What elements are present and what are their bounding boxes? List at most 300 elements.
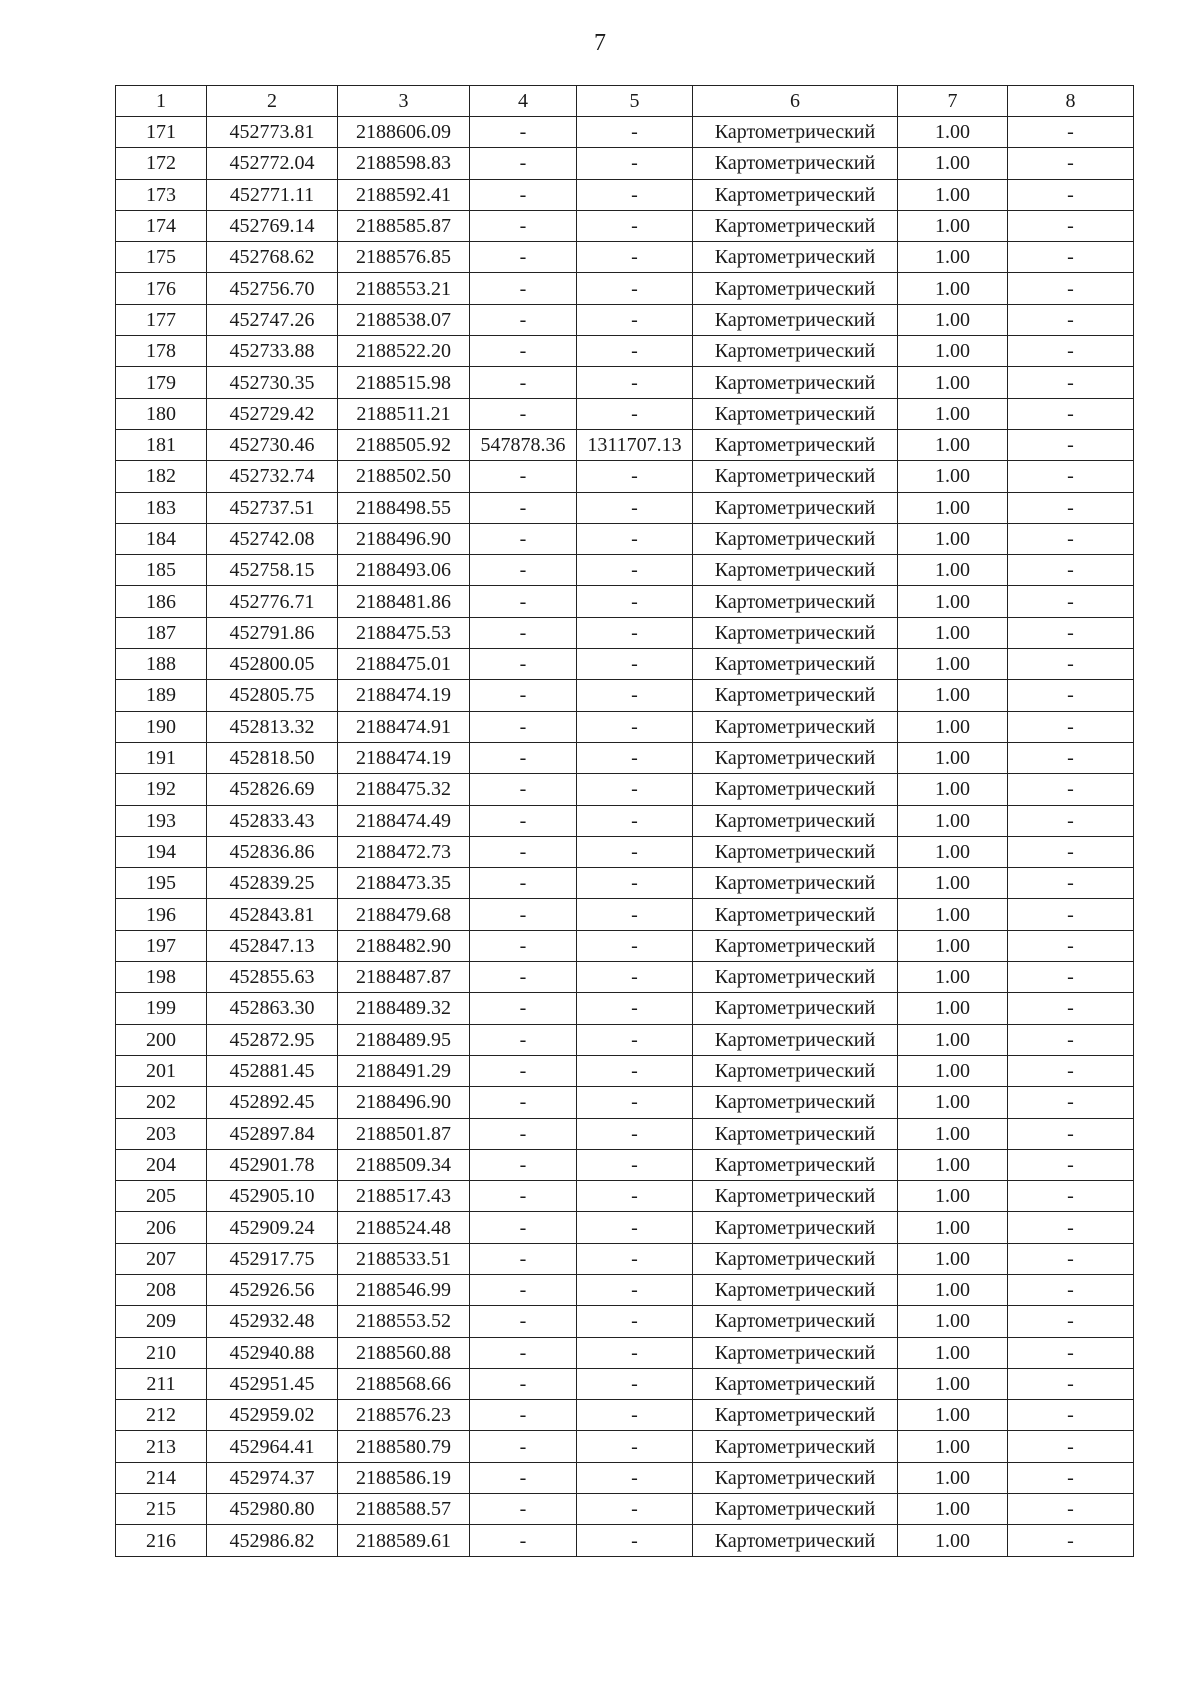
point-number-cell: 182 [116,461,207,492]
x-coordinate-cell: 452729.42 [207,398,338,429]
col5-cell: - [577,1431,693,1462]
col8-cell: - [1008,336,1134,367]
col5-cell: - [577,805,693,836]
accuracy-cell: 1.00 [898,398,1008,429]
table-row [116,117,1134,148]
point-number-cell: 187 [116,617,207,648]
accuracy-cell: 1.00 [898,242,1008,273]
accuracy-cell: 1.00 [898,1431,1008,1462]
col8-cell: - [1008,1494,1134,1525]
method-cell: Картометрический [693,523,898,554]
point-number-cell: 178 [116,336,207,367]
accuracy-cell: 1.00 [898,1055,1008,1086]
col8-cell: - [1008,523,1134,554]
table-row [116,680,1134,711]
y-coordinate-cell: 2188474.19 [338,680,470,711]
header-row [116,86,1134,117]
method-cell: Картометрический [693,993,898,1024]
method-cell: Картометрический [693,1087,898,1118]
col4-cell: - [470,1525,577,1556]
col5-cell: - [577,242,693,273]
accuracy-cell: 1.00 [898,461,1008,492]
y-coordinate-cell: 2188576.23 [338,1400,470,1431]
col8-cell: - [1008,1525,1134,1556]
point-number-cell: 205 [116,1181,207,1212]
column-header: 2 [207,86,338,117]
point-number-cell: 185 [116,555,207,586]
table-row [116,1087,1134,1118]
table-row [116,1494,1134,1525]
x-coordinate-cell: 452771.11 [207,179,338,210]
table-row [116,868,1134,899]
y-coordinate-cell: 2188546.99 [338,1274,470,1305]
y-coordinate-cell: 2188502.50 [338,461,470,492]
col8-cell: - [1008,117,1134,148]
method-cell: Картометрический [693,492,898,523]
y-coordinate-cell: 2188475.01 [338,649,470,680]
point-number-cell: 197 [116,930,207,961]
x-coordinate-cell: 452839.25 [207,868,338,899]
point-number-cell: 213 [116,1431,207,1462]
point-number-cell: 192 [116,774,207,805]
point-number-cell: 172 [116,148,207,179]
accuracy-cell: 1.00 [898,1306,1008,1337]
y-coordinate-cell: 2188568.66 [338,1368,470,1399]
y-coordinate-cell: 2188489.32 [338,993,470,1024]
y-coordinate-cell: 2188479.68 [338,899,470,930]
col8-cell: - [1008,774,1134,805]
col5-cell: - [577,1055,693,1086]
point-number-cell: 195 [116,868,207,899]
col4-cell: - [470,962,577,993]
y-coordinate-cell: 2188505.92 [338,429,470,460]
point-number-cell: 173 [116,179,207,210]
table-row [116,1431,1134,1462]
x-coordinate-cell: 452892.45 [207,1087,338,1118]
point-number-cell: 214 [116,1462,207,1493]
point-number-cell: 216 [116,1525,207,1556]
table-row [116,179,1134,210]
col4-cell: 547878.36 [470,429,577,460]
col5-cell: - [577,304,693,335]
accuracy-cell: 1.00 [898,805,1008,836]
col4-cell: - [470,367,577,398]
y-coordinate-cell: 2188553.21 [338,273,470,304]
page-number: 7 [594,30,606,56]
accuracy-cell: 1.00 [898,899,1008,930]
accuracy-cell: 1.00 [898,1149,1008,1180]
point-number-cell: 171 [116,117,207,148]
col5-cell: - [577,711,693,742]
col5-cell: - [577,1181,693,1212]
col5-cell: - [577,1306,693,1337]
x-coordinate-cell: 452730.35 [207,367,338,398]
col4-cell: - [470,993,577,1024]
x-coordinate-cell: 452733.88 [207,336,338,367]
point-number-cell: 206 [116,1212,207,1243]
y-coordinate-cell: 2188474.91 [338,711,470,742]
col4-cell: - [470,148,577,179]
col5-cell: - [577,1024,693,1055]
x-coordinate-cell: 452881.45 [207,1055,338,1086]
coordinates-table [115,85,1134,1557]
col5-cell: - [577,1243,693,1274]
col8-cell: - [1008,242,1134,273]
col5-cell: - [577,1525,693,1556]
method-cell: Картометрический [693,1024,898,1055]
col5-cell: - [577,1274,693,1305]
method-cell: Картометрический [693,1181,898,1212]
table-row [116,242,1134,273]
table-row [116,1525,1134,1556]
table-row [116,1024,1134,1055]
x-coordinate-cell: 452768.62 [207,242,338,273]
col4-cell: - [470,930,577,961]
point-number-cell: 211 [116,1368,207,1399]
accuracy-cell: 1.00 [898,1212,1008,1243]
accuracy-cell: 1.00 [898,1400,1008,1431]
col8-cell: - [1008,899,1134,930]
table-row [116,649,1134,680]
y-coordinate-cell: 2188472.73 [338,836,470,867]
col4-cell: - [470,336,577,367]
col4-cell: - [470,242,577,273]
col8-cell: - [1008,304,1134,335]
col8-cell: - [1008,1055,1134,1086]
method-cell: Картометрический [693,1368,898,1399]
col4-cell: - [470,805,577,836]
table-row [116,1212,1134,1243]
col8-cell: - [1008,1368,1134,1399]
table-row [116,210,1134,241]
col5-cell: 1311707.13 [577,429,693,460]
method-cell: Картометрический [693,555,898,586]
accuracy-cell: 1.00 [898,117,1008,148]
point-number-cell: 186 [116,586,207,617]
table-body [116,117,1134,1557]
method-cell: Картометрический [693,1306,898,1337]
col4-cell: - [470,1494,577,1525]
y-coordinate-cell: 2188496.90 [338,523,470,554]
table-row [116,1306,1134,1337]
y-coordinate-cell: 2188491.29 [338,1055,470,1086]
col4-cell: - [470,1243,577,1274]
method-cell: Картометрический [693,774,898,805]
col5-cell: - [577,1087,693,1118]
x-coordinate-cell: 452772.04 [207,148,338,179]
col5-cell: - [577,555,693,586]
accuracy-cell: 1.00 [898,273,1008,304]
col8-cell: - [1008,210,1134,241]
method-cell: Картометрический [693,962,898,993]
col5-cell: - [577,336,693,367]
x-coordinate-cell: 452974.37 [207,1462,338,1493]
method-cell: Картометрический [693,1243,898,1274]
method-cell: Картометрический [693,1525,898,1556]
x-coordinate-cell: 452758.15 [207,555,338,586]
col8-cell: - [1008,868,1134,899]
point-number-cell: 194 [116,836,207,867]
col4-cell: - [470,1212,577,1243]
point-number-cell: 201 [116,1055,207,1086]
accuracy-cell: 1.00 [898,930,1008,961]
point-number-cell: 188 [116,649,207,680]
method-cell: Картометрический [693,179,898,210]
y-coordinate-cell: 2188474.49 [338,805,470,836]
x-coordinate-cell: 452863.30 [207,993,338,1024]
column-header: 4 [470,86,577,117]
point-number-cell: 199 [116,993,207,1024]
y-coordinate-cell: 2188474.19 [338,742,470,773]
table-row [116,1243,1134,1274]
col4-cell: - [470,774,577,805]
method-cell: Картометрический [693,586,898,617]
col8-cell: - [1008,711,1134,742]
x-coordinate-cell: 452773.81 [207,117,338,148]
col5-cell: - [577,1212,693,1243]
x-coordinate-cell: 452813.32 [207,711,338,742]
table-row [116,1368,1134,1399]
col4-cell: - [470,899,577,930]
col8-cell: - [1008,273,1134,304]
accuracy-cell: 1.00 [898,1274,1008,1305]
method-cell: Картометрический [693,210,898,241]
col4-cell: - [470,836,577,867]
col5-cell: - [577,461,693,492]
col5-cell: - [577,868,693,899]
accuracy-cell: 1.00 [898,868,1008,899]
x-coordinate-cell: 452747.26 [207,304,338,335]
col4-cell: - [470,273,577,304]
y-coordinate-cell: 2188598.83 [338,148,470,179]
accuracy-cell: 1.00 [898,711,1008,742]
accuracy-cell: 1.00 [898,962,1008,993]
table-header [116,86,1134,117]
y-coordinate-cell: 2188482.90 [338,930,470,961]
table-row [116,336,1134,367]
point-number-cell: 180 [116,398,207,429]
method-cell: Картометрический [693,242,898,273]
x-coordinate-cell: 452926.56 [207,1274,338,1305]
x-coordinate-cell: 452940.88 [207,1337,338,1368]
col8-cell: - [1008,962,1134,993]
col4-cell: - [470,1118,577,1149]
col4-cell: - [470,523,577,554]
y-coordinate-cell: 2188475.53 [338,617,470,648]
y-coordinate-cell: 2188586.19 [338,1462,470,1493]
point-number-cell: 208 [116,1274,207,1305]
point-number-cell: 209 [116,1306,207,1337]
accuracy-cell: 1.00 [898,1494,1008,1525]
accuracy-cell: 1.00 [898,1087,1008,1118]
col8-cell: - [1008,586,1134,617]
col4-cell: - [470,1337,577,1368]
method-cell: Картометрический [693,836,898,867]
col8-cell: - [1008,148,1134,179]
y-coordinate-cell: 2188524.48 [338,1212,470,1243]
col8-cell: - [1008,742,1134,773]
x-coordinate-cell: 452905.10 [207,1181,338,1212]
y-coordinate-cell: 2188522.20 [338,336,470,367]
col4-cell: - [470,1431,577,1462]
accuracy-cell: 1.00 [898,1024,1008,1055]
col4-cell: - [470,304,577,335]
col8-cell: - [1008,398,1134,429]
y-coordinate-cell: 2188498.55 [338,492,470,523]
accuracy-cell: 1.00 [898,1243,1008,1274]
col5-cell: - [577,1337,693,1368]
col5-cell: - [577,1149,693,1180]
method-cell: Картометрический [693,1212,898,1243]
method-cell: Картометрический [693,617,898,648]
column-header: 1 [116,86,207,117]
point-number-cell: 176 [116,273,207,304]
accuracy-cell: 1.00 [898,555,1008,586]
y-coordinate-cell: 2188553.52 [338,1306,470,1337]
accuracy-cell: 1.00 [898,492,1008,523]
y-coordinate-cell: 2188588.57 [338,1494,470,1525]
col5-cell: - [577,930,693,961]
col8-cell: - [1008,680,1134,711]
col4-cell: - [470,210,577,241]
x-coordinate-cell: 452776.71 [207,586,338,617]
col4-cell: - [470,1024,577,1055]
col8-cell: - [1008,649,1134,680]
col8-cell: - [1008,461,1134,492]
col8-cell: - [1008,1118,1134,1149]
col5-cell: - [577,1462,693,1493]
col4-cell: - [470,492,577,523]
point-number-cell: 189 [116,680,207,711]
y-coordinate-cell: 2188481.86 [338,586,470,617]
col5-cell: - [577,993,693,1024]
table-row [116,367,1134,398]
x-coordinate-cell: 452836.86 [207,836,338,867]
method-cell: Картометрический [693,1149,898,1180]
x-coordinate-cell: 452805.75 [207,680,338,711]
point-number-cell: 215 [116,1494,207,1525]
col5-cell: - [577,586,693,617]
method-cell: Картометрический [693,649,898,680]
point-number-cell: 198 [116,962,207,993]
column-header: 8 [1008,86,1134,117]
method-cell: Картометрический [693,1274,898,1305]
table-row [116,617,1134,648]
col8-cell: - [1008,1243,1134,1274]
x-coordinate-cell: 452872.95 [207,1024,338,1055]
col5-cell: - [577,523,693,554]
y-coordinate-cell: 2188473.35 [338,868,470,899]
point-number-cell: 181 [116,429,207,460]
point-number-cell: 191 [116,742,207,773]
y-coordinate-cell: 2188606.09 [338,117,470,148]
method-cell: Картометрический [693,429,898,460]
x-coordinate-cell: 452742.08 [207,523,338,554]
method-cell: Картометрический [693,1118,898,1149]
y-coordinate-cell: 2188533.51 [338,1243,470,1274]
col8-cell: - [1008,617,1134,648]
col4-cell: - [470,586,577,617]
accuracy-cell: 1.00 [898,210,1008,241]
table-row [116,492,1134,523]
accuracy-cell: 1.00 [898,774,1008,805]
col4-cell: - [470,1055,577,1086]
x-coordinate-cell: 452732.74 [207,461,338,492]
col5-cell: - [577,649,693,680]
x-coordinate-cell: 452843.81 [207,899,338,930]
y-coordinate-cell: 2188493.06 [338,555,470,586]
y-coordinate-cell: 2188538.07 [338,304,470,335]
point-number-cell: 179 [116,367,207,398]
method-cell: Картометрический [693,461,898,492]
x-coordinate-cell: 452980.80 [207,1494,338,1525]
col4-cell: - [470,179,577,210]
x-coordinate-cell: 452833.43 [207,805,338,836]
col5-cell: - [577,774,693,805]
accuracy-cell: 1.00 [898,367,1008,398]
x-coordinate-cell: 452791.86 [207,617,338,648]
col4-cell: - [470,1368,577,1399]
col5-cell: - [577,836,693,867]
point-number-cell: 212 [116,1400,207,1431]
method-cell: Картометрический [693,680,898,711]
y-coordinate-cell: 2188580.79 [338,1431,470,1462]
col4-cell: - [470,555,577,586]
point-number-cell: 184 [116,523,207,554]
y-coordinate-cell: 2188496.90 [338,1087,470,1118]
x-coordinate-cell: 452897.84 [207,1118,338,1149]
point-number-cell: 207 [116,1243,207,1274]
col4-cell: - [470,617,577,648]
col8-cell: - [1008,993,1134,1024]
col4-cell: - [470,1400,577,1431]
table-row [116,1274,1134,1305]
method-cell: Картометрический [693,1400,898,1431]
col5-cell: - [577,899,693,930]
col8-cell: - [1008,805,1134,836]
y-coordinate-cell: 2188511.21 [338,398,470,429]
col8-cell: - [1008,367,1134,398]
accuracy-cell: 1.00 [898,1118,1008,1149]
x-coordinate-cell: 452826.69 [207,774,338,805]
method-cell: Картометрический [693,805,898,836]
method-cell: Картометрический [693,304,898,335]
table-row [116,805,1134,836]
col5-cell: - [577,1368,693,1399]
column-header: 6 [693,86,898,117]
point-number-cell: 204 [116,1149,207,1180]
y-coordinate-cell: 2188489.95 [338,1024,470,1055]
col4-cell: - [470,461,577,492]
col8-cell: - [1008,1087,1134,1118]
point-number-cell: 193 [116,805,207,836]
method-cell: Картометрический [693,367,898,398]
table-row [116,993,1134,1024]
table-row [116,1462,1134,1493]
y-coordinate-cell: 2188501.87 [338,1118,470,1149]
y-coordinate-cell: 2188487.87 [338,962,470,993]
accuracy-cell: 1.00 [898,523,1008,554]
x-coordinate-cell: 452901.78 [207,1149,338,1180]
method-cell: Картометрический [693,868,898,899]
table-row [116,1055,1134,1086]
col4-cell: - [470,398,577,429]
table-row [116,586,1134,617]
col4-cell: - [470,742,577,773]
table-row [116,711,1134,742]
accuracy-cell: 1.00 [898,1462,1008,1493]
col8-cell: - [1008,1181,1134,1212]
